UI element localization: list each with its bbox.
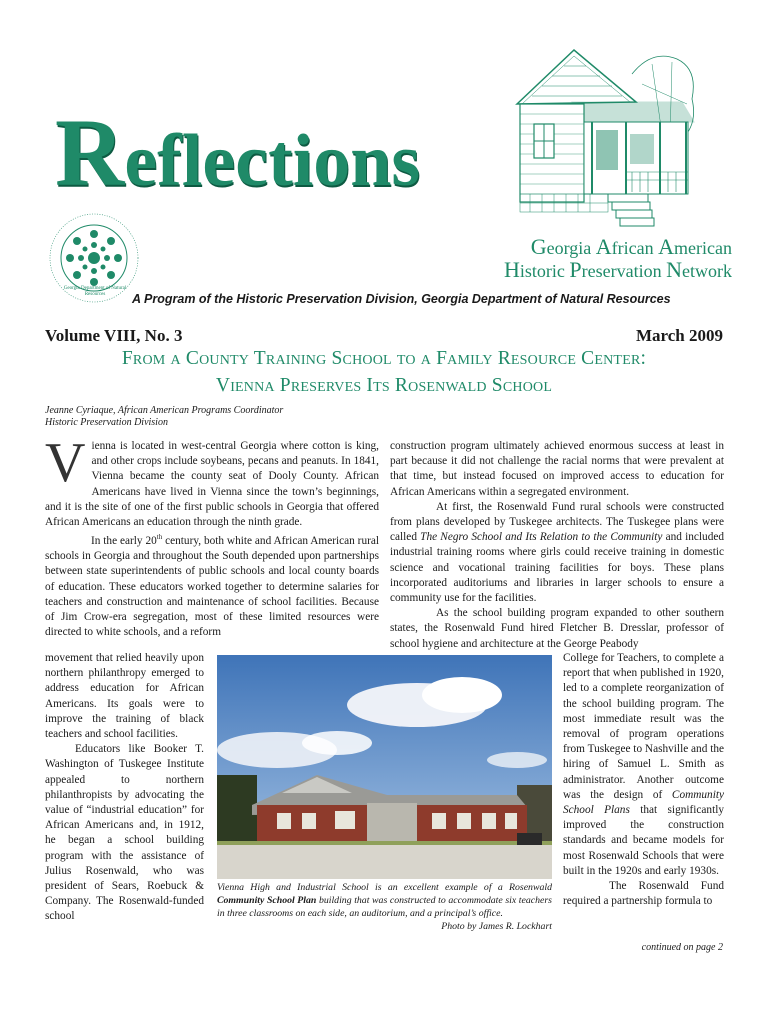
seal-caption: Georgia Department of Natural Resources: [63, 286, 127, 297]
headline-line-1: From a County Training School to a Family Resource Center:: [121, 348, 647, 369]
issue-date: March 2009: [635, 326, 723, 345]
paragraph: Educators like Booker T. Washington of Tuskegee Institute appealed to northern philanthropists by advocating the value of “industrial education” for African Americans and, in 1912, he began a school building program with the assistance of Julius Rosenwald, who was president of Sears, Roebuck & Company. The Rosenwald-funded school: [45, 743, 204, 923]
paragraph: movement that relied heavily upon northern philanthropy emerged to address education for African Americans. Its goals were to improve the training of black teachers and school facilities.: [45, 652, 204, 741]
paragraph: College for Teachers, to complete a report that when published in 1920, led to a complete reorganization of the school building program. The most immediate result was the removal of program operations from Tuskegee to Nashville and the hiring of Samuel L. Smith as administrator. Another outcome was the design of Community School Plans that significantly improved the construction standards and became models for most Rosenwald Schools that were built in the 1920s and early 1930s.: [563, 652, 725, 877]
photo-credit: Photo by James R. Lockhart: [441, 921, 552, 932]
paragraph: construction program ultimately achieved enormous success at least in part because it did not challenge the racial norms that were prevalent at that time, but instead focused on improved access to education for African Americans within a segregated environment.: [390, 440, 724, 498]
issue-volume: Volume VIII, No. 3: [45, 326, 183, 345]
article-column-1-lower: [45, 651, 204, 925]
paragraph: Vienna is located in west-central Georgia where cotton is king, and other crops include soybeans, pecans and peanuts. In 1841, Vienna became the county seat of Dooly County. African Americans have lived in Vienna since the town’s beginnings, and it is the site of one of the first public schools in Georgia that offered African Americans an education through the ninth grade.: [45, 432, 379, 529]
article-column-1: [45, 432, 380, 640]
paragraph: As the school building program expanded to other southern states, the Rosenwald Fund hired Fletcher B. Dresslar, professor of school hygiene and architecture at the George Peabody: [390, 607, 724, 650]
program-line: A Program of the Historic Preservation Division, Georgia Department of Natural Resources: [132, 292, 671, 306]
drop-cap: V: [45, 432, 86, 494]
article-column-2: [390, 439, 724, 652]
article-column-2-lower: [563, 651, 724, 909]
masthead-title: Reflections: [55, 99, 421, 206]
byline-author: Jeanne Cyriaque, African American Programs Coordinator: [45, 405, 284, 416]
house-illustration: [512, 44, 698, 230]
paragraph: The Rosenwald Fund required a partnership formula to: [563, 880, 724, 908]
headline-line-2: Vienna Preserves Its Rosenwald School: [215, 375, 553, 396]
school-photo: [217, 655, 552, 879]
photo-caption: Vienna High and Industrial School is an excellent example of a Rosenwald Community School Plan building that was constructed to accommodate six teachers in three classrooms on each side, an auditorium, and a principal’s office. Photo by James R. Lockhart: [217, 882, 552, 932]
paragraph: In the early 20th century, both white and African American rural schools in Georgia and throughout the South depended upon partnerships between state superintendents of public schools and local county boards of education. These educators worked together to determine salaries for teachers and construction and maintenance of school facilities. Because of Jim Crow-era segregation, most of these limited resources were directed to white schools, and a reform: [45, 533, 380, 639]
byline-division: Historic Preservation Division: [45, 417, 168, 428]
paragraph: At first, the Rosenwald Fund rural schools were constructed from plans developed by Tuskegee architects. The Tuskegee plans were called The Negro School and Its Relation to the Community and included industrial training rooms where girls could receive training in domestic science and vocational training facilities for boys. These plans incorporated auditoriums and libraries in larger schools to ensure a community use for the facilities.: [390, 500, 725, 605]
network-name: Georgia African American Historic Preservation Network: [504, 234, 732, 282]
continued-note: continued on page 2: [641, 942, 723, 953]
byline: [45, 405, 283, 429]
